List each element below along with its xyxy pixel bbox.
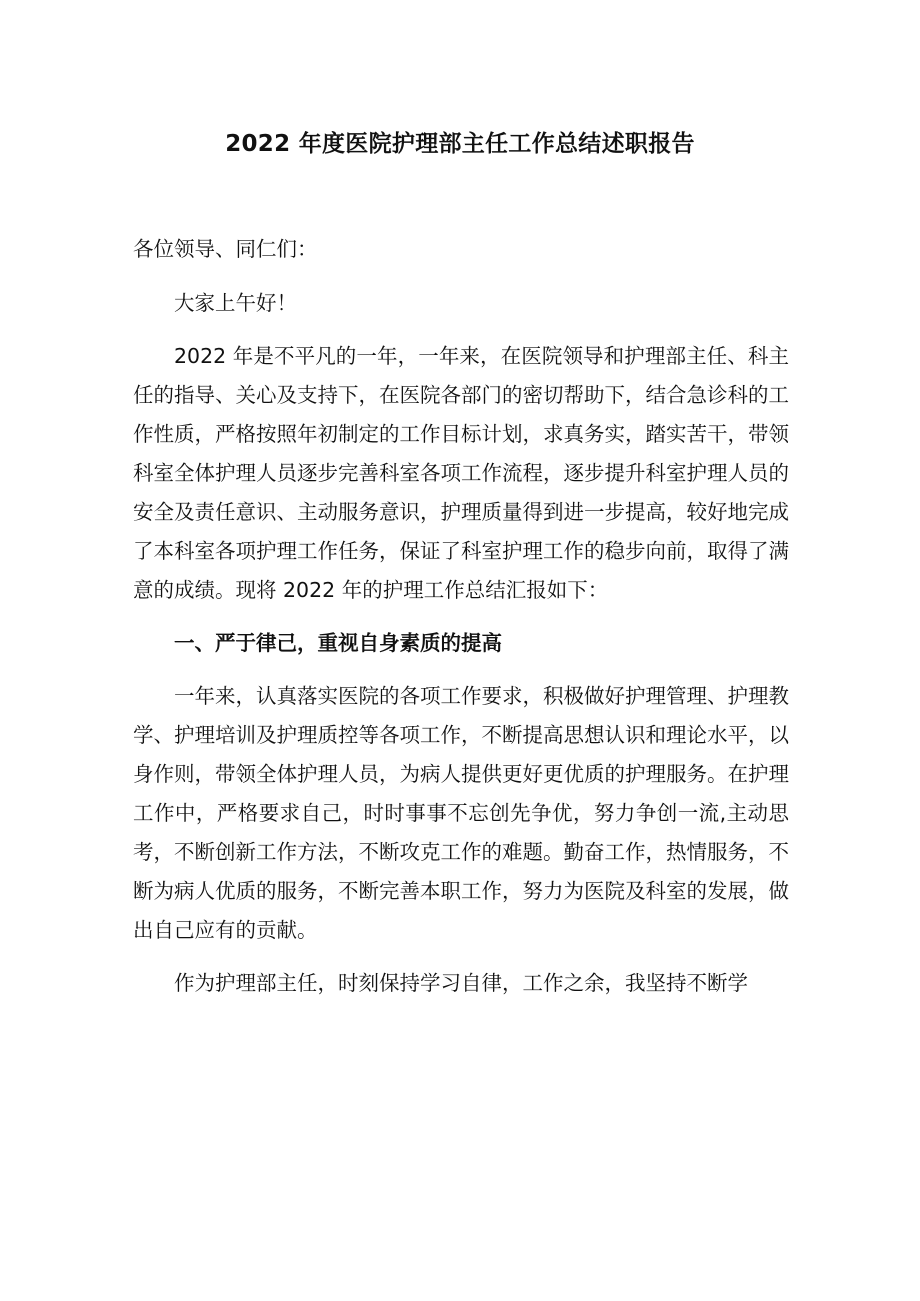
document-title: 2022 年度医院护理部主任工作总结述职报告 — [225, 131, 695, 157]
section-heading: 一、严于律己，重视自身素质的提高 — [174, 631, 502, 655]
document-body — [133, 230, 789, 1003]
greeting: 大家上午好！ — [174, 291, 297, 315]
section-paragraph: 一年来，认真落实医院的各项工作要求，积极做好护理管理、护理教学、护理培训及护理质控等各项工作，不断提高思想认识和理论水平，以身作则，带领全体护理人员，为病人提供更好更优质的护理服务。在护理工作中，严格要求自己，时时事事不忘创先争优，努力争创一流,主动思考，不断创新工作方法，不断攻克工作的难题。勤奋工作，热情服务，不断为病人优质的服务，不断完善本职工作，努力为医院及科室的发展，做出自己应有的贡献。 — [133, 684, 789, 942]
section-paragraph-continued: 作为护理部主任，时刻保持学习自律，工作之余，我坚持不断学 — [174, 971, 748, 995]
intro-paragraph: 2022 年是不平凡的一年，一年来，在医院领导和护理部主任、科主任的指导、关心及支持下，在医院各部门的密切帮助下，结合急诊科的工作性质，严格按照年初制定的工作目标计划，求真务实，踏实苦干，带领科室全体护理人员逐步完善科室各项工作流程，逐步提升科室护理人员的安全及责任意识、主动服务意识，护理质量得到进一步提高，较好地完成了本科室各项护理工作任务，保证了科室护理工作的稳步向前，取得了满意的成绩。现将 2022 年的护理工作总结汇报如下： — [133, 344, 789, 602]
salutation: 各位领导、同仁们： — [133, 237, 318, 261]
